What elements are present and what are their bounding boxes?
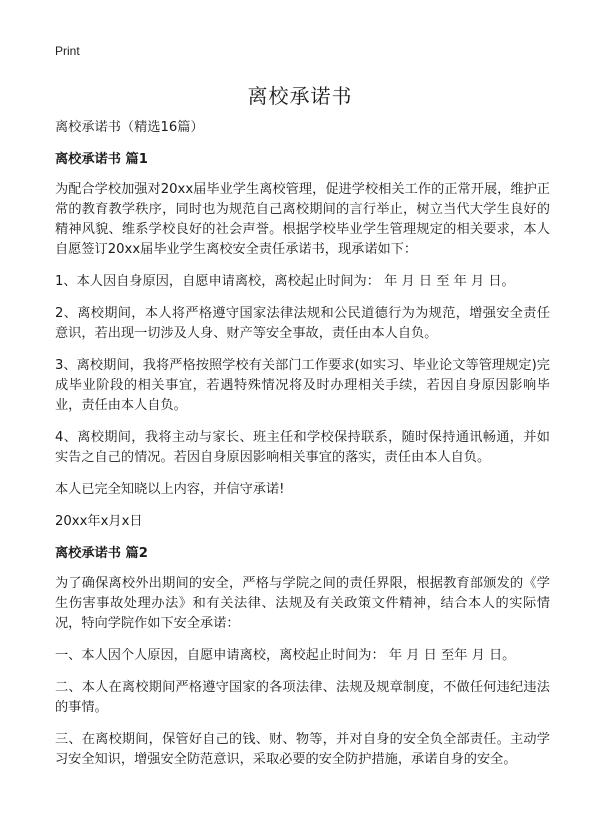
paragraph: 为配合学校加强对20xx届毕业学生离校管理，促进学校相关工作的正常开展，维护正常的教育教学秩序，同时也为规范自己离校期间的言行举止，树立当代大学生良好的精神风貌、维系学校良好的社会声誉。根据学校毕业学生管理规定的相关要求，本人自愿签订20xx届毕业学生离校安全责任承诺书，现承诺如下： xyxy=(55,182,550,257)
document-title: 离校承诺书 xyxy=(247,84,353,108)
paragraph: 本人已完全知晓以上内容，并信守承诺! xyxy=(55,482,285,497)
paragraph: 一、本人因个人原因，自愿申请离校，离校起止时间为： 年 月 日 至年 月 日。 xyxy=(55,648,516,663)
paragraph: 三、在离校期间，保管好自己的钱、财、物等，并对自身的安全负全部责任。主动学习安全知识，增强安全防范意识，采取必要的安全防护措施，承诺自身的安全。 xyxy=(55,732,550,767)
section-2 xyxy=(55,544,550,770)
section-1 xyxy=(55,150,550,532)
date-line: 20xx年x月x日 xyxy=(55,514,143,529)
paragraph: 2、离校期间，本人将严格遵守国家法律法规和公民道德行为为规范，增强安全责任意识，若出现一切涉及人身、财产等安全事故，责任由本人自负。 xyxy=(55,306,550,341)
section-heading: 离校承诺书 篇2 xyxy=(55,546,148,561)
paragraph: 3、离校期间，我将严格按照学校有关部门工作要求(如实习、毕业论文等管理规定)完成毕业阶段的相关事宜，若遇特殊情况将及时办理相关手续，若因自身原因影响毕业，责任由本人自负。 xyxy=(55,358,550,413)
paragraph: 4、离校期间，我将主动与家长、班主任和学校保持联系，随时保持通讯畅通，并如实告之自己的情况。若因自身原因影响相关事宜的落实，责任由本人自负。 xyxy=(55,430,550,465)
paragraph: 二、本人在离校期间严格遵守国家的各项法律、法规及规章制度，不做任何违纪违法的事情。 xyxy=(55,680,550,715)
section-heading: 离校承诺书 篇1 xyxy=(55,152,148,167)
print-link[interactable]: Print xyxy=(55,44,80,58)
paragraph: 1、本人因自身原因，自愿申请离校，离校起止时间为： 年 月 日 至 年 月 日。 xyxy=(55,274,515,289)
document-subtitle: 离校承诺书（精选16篇） xyxy=(55,120,204,135)
document-body xyxy=(55,118,550,782)
paragraph: 为了确保离校外出期间的安全，严格与学院之间的责任界限，根据教育部颁发的《学生伤害事故处理办法》和有关法律、法规及有关政策文件精神，结合本人的实际情况，特向学院作如下安全承诺： xyxy=(55,576,550,631)
